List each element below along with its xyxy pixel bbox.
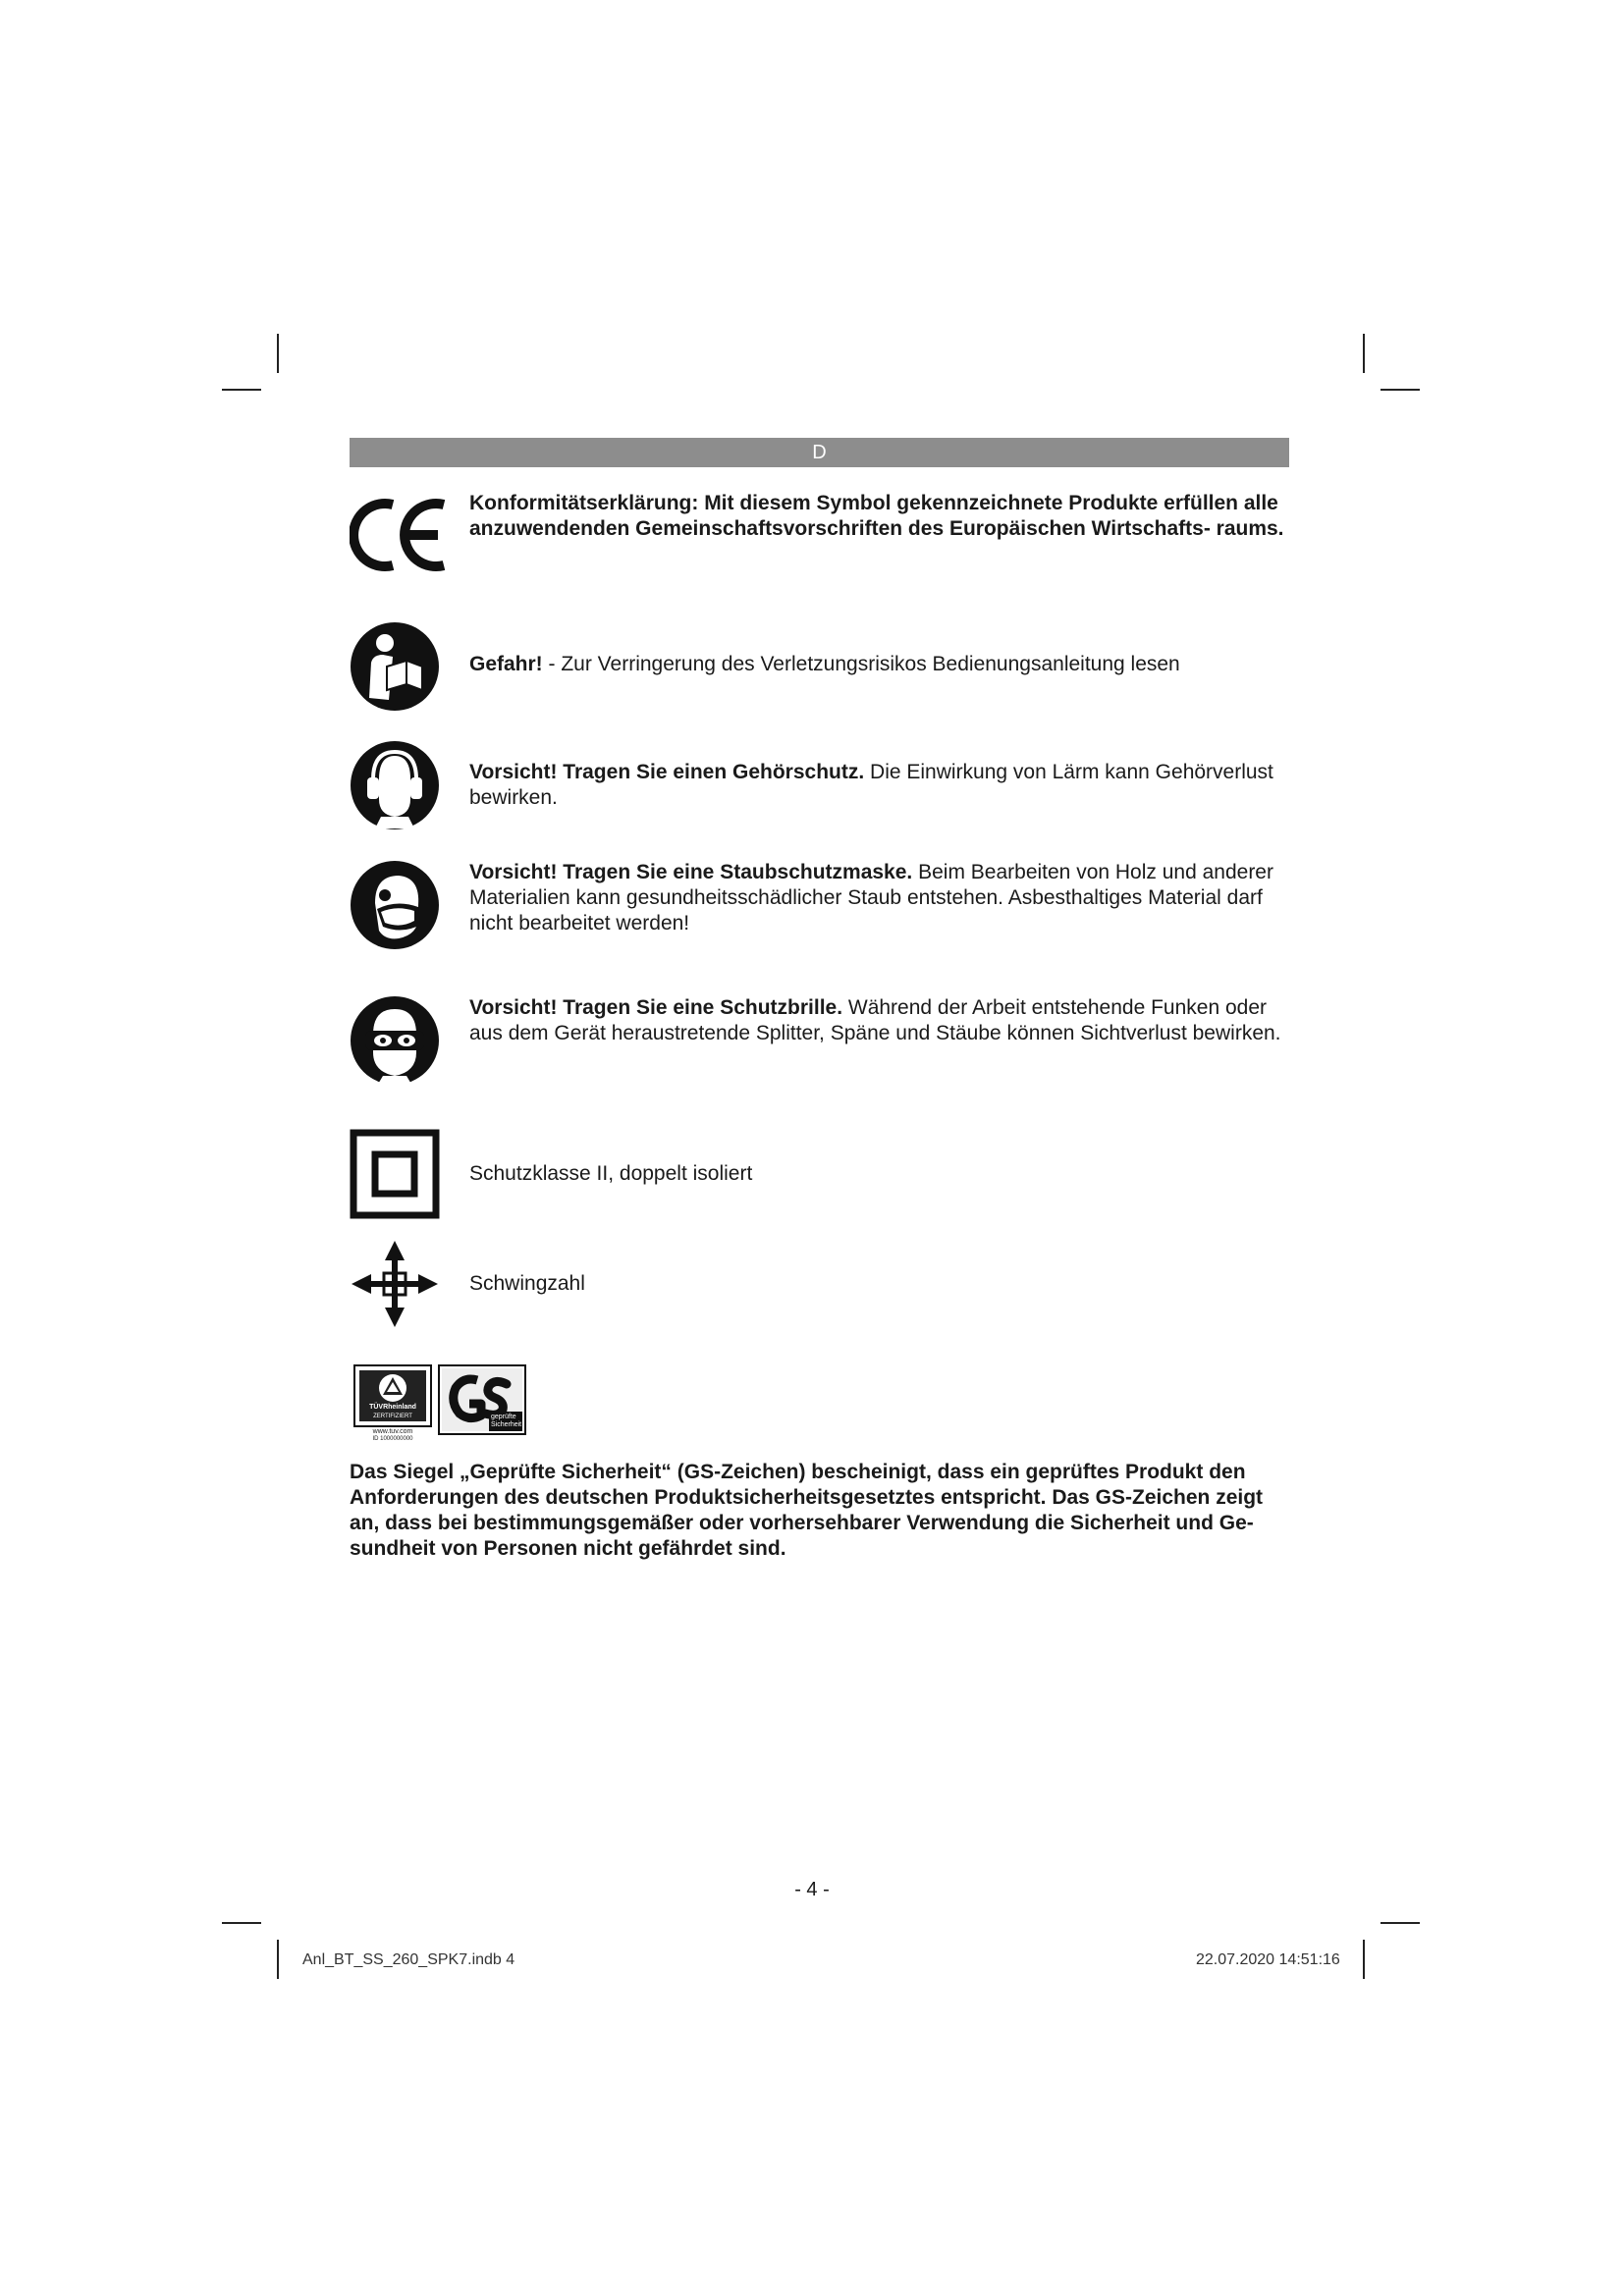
crop-mark [222, 389, 261, 391]
safety-goggles-icon [350, 995, 440, 1086]
symbol-row-class2 [350, 1129, 1292, 1219]
ear-protection-icon [350, 740, 440, 830]
crop-mark [222, 1922, 261, 1924]
crop-mark [277, 334, 279, 373]
dust-mask-icon [350, 860, 440, 950]
dust-description: Vorsicht! Tragen Sie eine Staubschutzmaske. Beim Bearbeiten von Holz und anderer Materialien kann gesundheitsschädlicher Staub entstehen. Asbesthaltiges Material darf nicht bearbeitet werden! [469, 861, 1273, 934]
crop-mark [1380, 1922, 1420, 1924]
page-number: - 4 - [794, 1879, 830, 1900]
crop-mark [1363, 1940, 1365, 1979]
tuv-id: ID 1000000000 [372, 1436, 413, 1442]
protection-class-ii-icon [350, 1129, 440, 1219]
tuv-certification-logo [353, 1364, 432, 1443]
gs-caption-line-1: geprüfte [491, 1414, 516, 1420]
oscillation-description: Schwingzahl [469, 1272, 585, 1295]
symbol-row-manual [350, 621, 1292, 712]
file-slug: Anl_BT_SS_260_SPK7.indb 4 [302, 1951, 515, 1968]
oscillation-arrows-icon [350, 1239, 440, 1329]
goggles-description: Vorsicht! Tragen Sie eine Schutzbrille. Während der Arbeit entstehende Funken oder aus dem Gerät heraustretende Splitter, Späne und Stäube können Sichtverlust bewirken. [469, 996, 1281, 1044]
language-header: D [350, 438, 1289, 467]
tuv-label: ZERTIFIZIERT [373, 1414, 412, 1419]
crop-mark [277, 1940, 279, 1979]
manual-description: Gefahr! - Zur Verringerung des Verletzungsrisikos Bedienungsanleitung lesen [469, 653, 1180, 675]
gs-mark-logo [438, 1364, 526, 1435]
crop-mark [1363, 334, 1365, 373]
symbol-row-goggles [350, 995, 1292, 1086]
symbol-row-dust [350, 860, 1292, 950]
gs-description: Das Siegel „Geprüfte Sicherheit“ (GS-Zeichen) bescheinigt, dass ein geprüftes Produkt den Anforderungen des deutschen Produktsicherheitsgesetztes entspricht. Das GS-Zeichen zeigt an, dass bei bestimmungsgemäßer oder vorhersehbarer Verwendung die Sicherheit und Ge- sundheit von Personen nicht gefährdet sind. [350, 1461, 1264, 1560]
crop-mark [1380, 389, 1420, 391]
ce-mark-icon [350, 491, 448, 579]
class2-description: Schutzklasse II, doppelt isoliert [469, 1162, 753, 1185]
print-timestamp: 22.07.2020 14:51:16 [1196, 1951, 1340, 1968]
ear-description: Vorsicht! Tragen Sie einen Gehörschutz. Die Einwirkung von Lärm kann Gehörverlust bewirken. [469, 761, 1273, 809]
symbol-row-ear [350, 740, 1292, 830]
ce-description: Konformitätserklärung: Mit diesem Symbol gekennzeichnete Produkte erfüllen alle anzuwendenden Gemeinschaftsvorschriften des Europäischen Wirtschafts- raums. [469, 492, 1284, 540]
gs-caption-line-2: Sicherheit [491, 1421, 522, 1428]
symbol-row-ce [350, 491, 1292, 589]
tuv-url: www.tuv.com [372, 1428, 413, 1435]
tuv-brand: TÜVRheinland [369, 1404, 416, 1411]
symbol-row-oscillation [350, 1239, 1292, 1329]
read-manual-icon [350, 621, 440, 712]
